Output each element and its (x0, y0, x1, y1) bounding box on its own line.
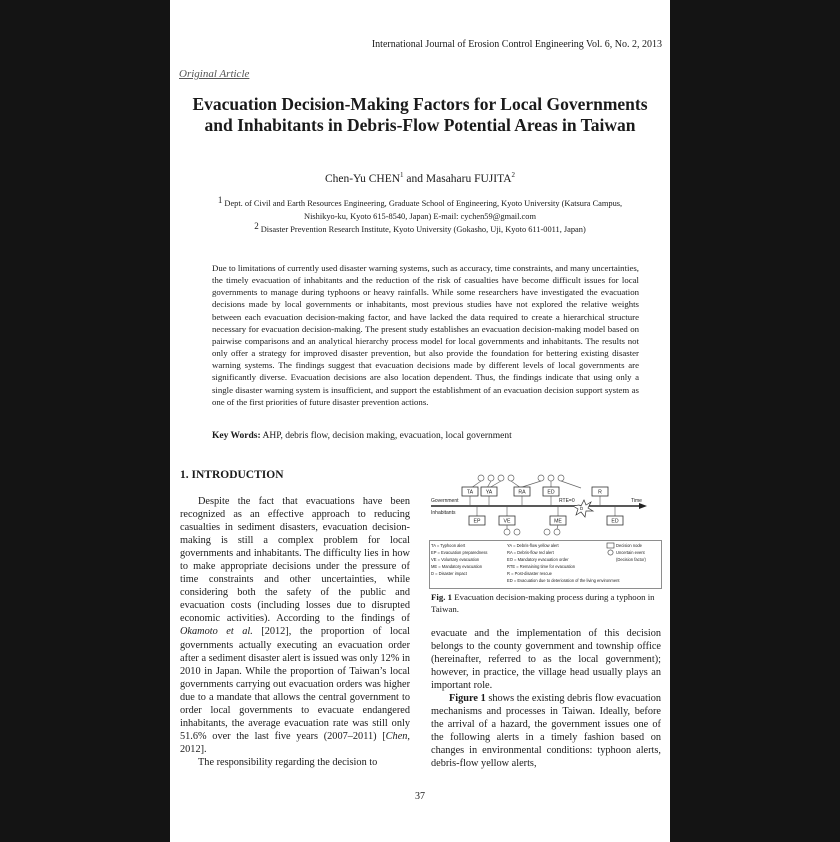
keywords (212, 431, 639, 441)
gov-node-ra: RA (518, 489, 526, 496)
abstract: Due to limitations of currently used disaster warning systems, such as accuracy, time constraints, and many uncertainties, the timely evacuation of inhabitants and the reduction of the risk of casualties have become difficult issues for local governments to manage during typhoons or heavy rainfalls. While some researchers have investigated the evacuation decisions made by local governments or inhabitants, most previous studies have not explored the relative weights between each evacuation decision-making factor, and have lacked the data required to create a hierarchical structure necessary for evacuation decision-making. The present study establishes an evacuation decision-making model based on pairwise comparisons and an analytical hierarchy process model for local governments and inhabitants. The results not only offer a strategy for improved disaster prevention, but also provide the foundation for bettering existing disaster warning systems. The findings suggest that evacuation decisions made by different levels of local governments are significantly diverse. Evacuation decisions are also location dependent. Thus, the findings indicate that using only a single disaster warning system is insufficient, and support the establishment of an evacuation decision support system as one of the first priorities of future disaster prevention actions. (212, 263, 639, 407)
disaster-impact-mark: D (580, 506, 584, 511)
legend-item: RTE = Remaining time for evacuation (507, 564, 576, 569)
row-inhabitants-label: Inhabitants (431, 510, 456, 516)
left-column-text (180, 495, 410, 769)
legend-item: ME = Mandatory evacuation (431, 564, 483, 569)
affiliation-2-sup: 2 (254, 221, 259, 231)
uncertain-event-swatch (608, 550, 613, 555)
inh-node-ep: EP (473, 518, 481, 525)
affiliation-1-line-1: Dept. of Civil and Earth Resources Engineering, Graduate School of Engineering, Kyoto University (Katsura Campus, (224, 199, 623, 208)
legend-item: YA = Debris-flow yellow alert (507, 543, 559, 548)
row-government-label: Government (431, 498, 459, 504)
rte-label: RTE=0 (559, 498, 575, 504)
inh-node-me: ME (554, 518, 562, 525)
affiliation-2 (200, 223, 640, 236)
author-and: and (403, 172, 426, 185)
figure-1-caption (431, 591, 661, 615)
title-line-2: and Inhabitants in Debris-Flow Potential Areas in Taiwan (204, 115, 636, 135)
paper-page (170, 0, 670, 842)
inh-node-ve: VE (503, 518, 511, 525)
figure-1-caption-text: Evacuation decision-making process during a typhoon in Taiwan. (431, 592, 655, 614)
section-heading: 1. INTRODUCTION (180, 469, 284, 481)
legend-item: (Decision factor) (616, 557, 646, 562)
legend-item: Uncertain event (616, 550, 645, 555)
legend-item: TA = Typhoon alert (431, 543, 466, 548)
paper-title (170, 94, 670, 136)
keywords-text: AHP, debris flow, decision making, evacuation, local government (260, 431, 512, 441)
gov-node-ya: YA (485, 489, 493, 496)
legend-item: EO = Mandatory evacuation order (507, 557, 569, 562)
page-number: 37 (415, 791, 425, 802)
journal-header: International Journal of Erosion Control Engineering Vol. 6, No. 2, 2013 (371, 39, 662, 50)
legend-item: ED = Evacuation due to deterioration of the living environment (507, 578, 620, 583)
time-label: Time (631, 498, 642, 504)
keywords-label: Key Words: (212, 431, 261, 441)
gov-node-ta: TA (466, 489, 474, 496)
author-2: Masaharu FUJITA (425, 172, 512, 185)
author-1: Chen-Yu CHEN (324, 172, 401, 185)
affiliation-1-sup: 1 (217, 195, 223, 205)
citation: Okamoto et al. (180, 626, 253, 638)
paragraph: The responsibility regarding the decision to (198, 756, 378, 768)
figure-1-label: Fig. 1 (431, 592, 453, 602)
legend-item: VE = Voluntary evacuation (431, 557, 480, 562)
right-column-text (431, 627, 661, 771)
figure-1 (429, 472, 663, 592)
paragraph: evacuate and the implementation of this decision belongs to the county government and township office (hereinafter, referred to as the local government); however, in practice, the village head usually plays an important role. (431, 628, 661, 692)
paragraph: Despite the fact that evacuations have been recognized as an effective approach to reducing casualties in sediment disasters, evacuation decision-making is still a complex problem for local governments and inhabitants. The difficulty lies in how to make appropriate decisions under the pressure of time constraints and other uncertainties, while considering both the safety of the public and evacuation costs (including losses due to disrupted economic activities). According to the findings of Okamoto et al. [2012], the proportion of local governments actually executing an evacuation order after a sediment disaster alert is issued was only 12% in 2010 in Japan. While the proportion of Taiwan’s local governments carrying out evacuation orders was higher due to a mandate that allows the central government to order local governments to evacuate endangered inhabitants, the average evacuation rate was still only 51.6% over the last five years (2007–2011) [Chen, 2012]. (180, 496, 410, 755)
paragraph: Figure 1 shows the existing debris flow evacuation mechanisms and processes in Taiwan. Ideally, before the arrival of a hazard, the government issues one of the following alerts in a timely fashion based on changes in environmental conditions: typhoon alerts, debris-flow yellow alerts, (431, 693, 662, 770)
legend-item: Decision node (616, 543, 642, 548)
citation: Chen (385, 730, 408, 742)
author-2-sup: 2 (511, 171, 516, 179)
inh-node-ed: ED (611, 518, 619, 525)
title-line-1: Evacuation Decision-Making Factors for Local Governments (192, 94, 648, 114)
evacuation-process-diagram (429, 472, 663, 592)
legend-item: RA = Debris-flow red alert (507, 550, 554, 555)
decision-node-swatch (607, 543, 614, 548)
author-1-sup: 1 (400, 171, 404, 179)
author-list (170, 171, 670, 185)
affiliation-2-line-1: Disaster Prevention Research Institute, Kyoto University (Gokasho, Uji, Kyoto 611-0011, Japan) (260, 225, 586, 234)
legend-item: D = Disaster impact (431, 571, 467, 576)
legend-item: EP = Evacuation preparedness (431, 550, 488, 555)
gov-node-ed: ED (547, 489, 555, 496)
legend-item: R = Post-disaster rescue (507, 571, 552, 576)
figure-reference: Figure 1 (449, 693, 486, 705)
gov-node-r: R (598, 489, 602, 496)
affiliation-1-line-2: Nishikyo-ku, Kyoto 615-8540, Japan) E-mail: cychen59@gmail.com (304, 212, 536, 221)
article-type-label: Original Article (179, 68, 250, 80)
affiliation-1 (200, 197, 640, 223)
